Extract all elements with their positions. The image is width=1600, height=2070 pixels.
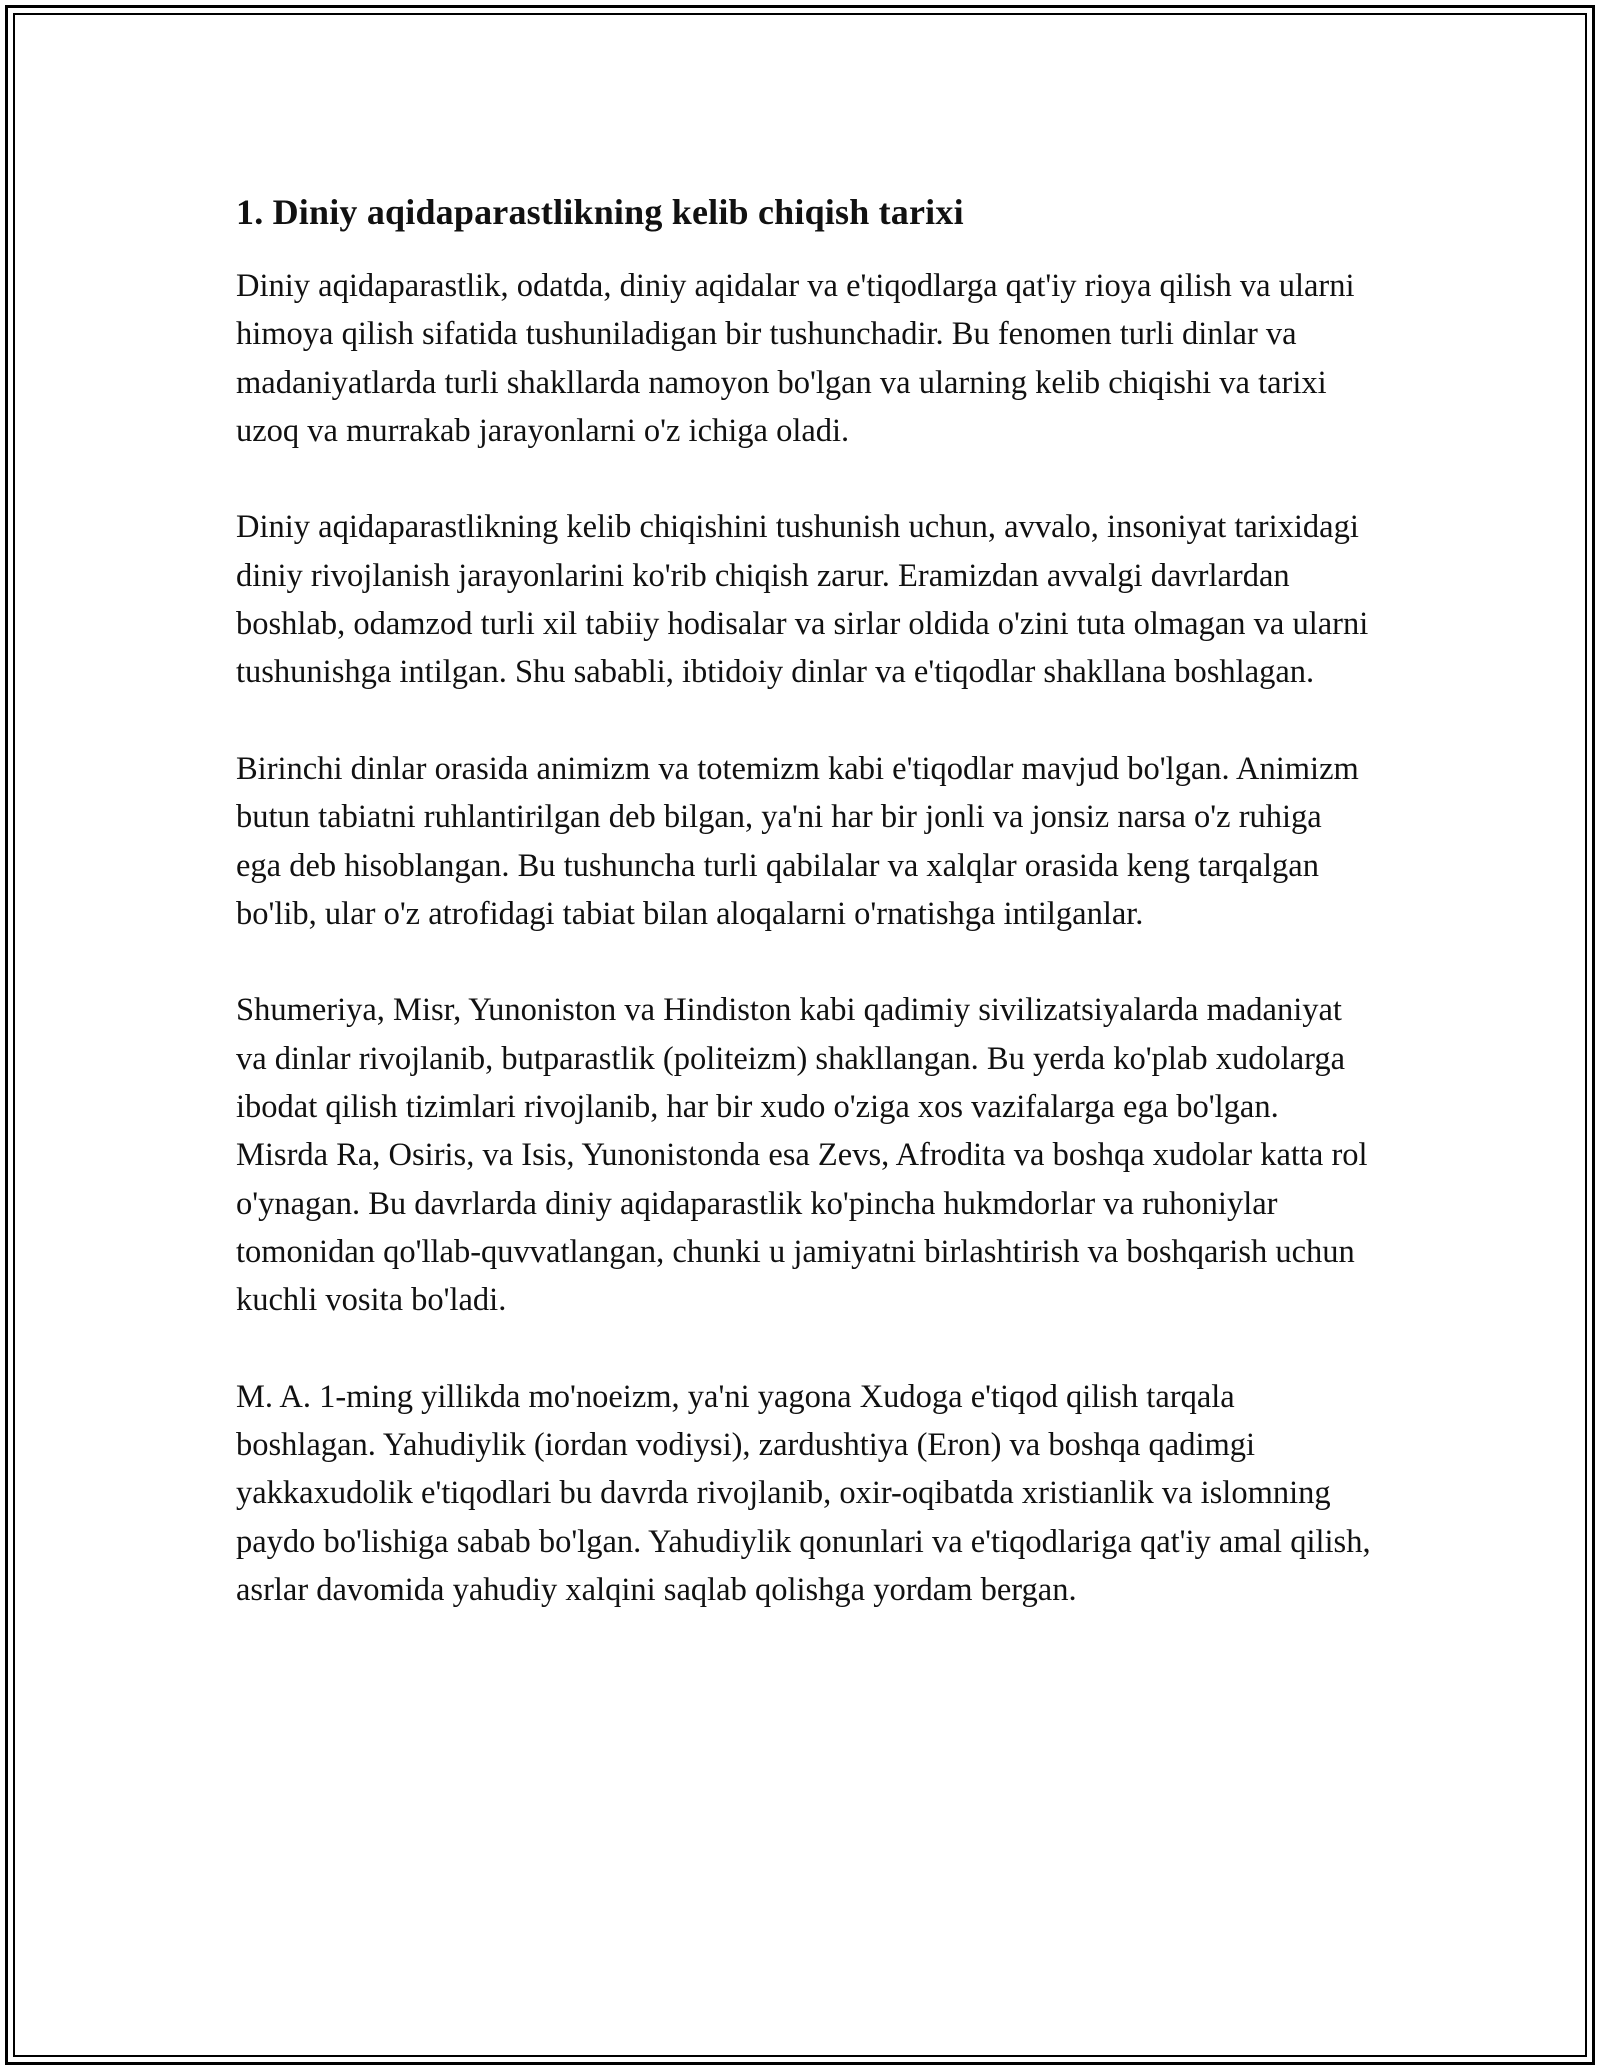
section-title: 1. Diniy aqidaparastlikning kelib chiqish tarixi (236, 192, 964, 232)
document-body (236, 188, 1372, 1663)
paragraph-4: Shumeriya, Misr, Yunoniston va Hindiston kabi qadimiy sivilizatsiyalarda madaniyat va dinlar rivojlanib, butparastlik (politeizm) shakllangan. Bu yerda ko'plab xudolarga ibodat qilish tizimlari rivojlanib, har bir xudo o'ziga xos vazifalarga ega bo'lgan. Misrda Ra, Osiris, va Isis, Yunonistonda esa Zevs, Afrodita va boshqa xudolar katta rol o'ynagan. Bu davrlarda diniy aqidaparastlik ko'pincha hukmdorlar va ruhoniylar tomonidan qo'llab-quvvatlangan, chunki u jamiyatni birlashtirish va boshqarish uchun kuchli vosita bo'ladi. (236, 992, 1368, 1319)
paragraph-5: M. A. 1-ming yillikda mo'noeizm, ya'ni yagona Xudoga e'tiqod qilish tarqala boshlagan. Yahudiylik (iordan vodiysi), zardushtiya (Eron) va boshqa qadimgi yakkaxudolik e'tiqodlari bu davrda rivojlanib, oxir-oqibatda xristianlik va islomning paydo bo'lishiga sabab bo'lgan. Yahudiylik qonunlari va e'tiqodlariga qat'iy amal qilish, asrlar davomida yahudiy xalqini saqlab qolishga yordam bergan. (236, 1378, 1371, 1609)
paragraph-1: Diniy aqidaparastlik, odatda, diniy aqidalar va e'tiqodlarga qat'iy rioya qilish va ularni himoya qilish sifatida tushuniladigan bir tushunchadir. Bu fenomen turli dinlar va madaniyatlarda turli shakllarda namoyon bo'lgan va ularning kelib chiqishi va tarixi uzoq va murrakab jarayonlarni o'z ichiga oladi. (236, 268, 1355, 449)
paragraph-2: Diniy aqidaparastlikning kelib chiqishini tushunish uchun, avvalo, insoniyat tarixidagi diniy rivojlanish jarayonlarini ko'rib chiqish zarur. Eramizdan avvalgi davrlardan boshlab, odamzod turli xil tabiiy hodisalar va sirlar oldida o'zini tuta olmagan va ularni tushunishga intilgan. Shu sababli, ibtidoiy dinlar va e'tiqodlar shakllana boshlagan. (236, 509, 1369, 691)
paragraph-3: Birinchi dinlar orasida animizm va totemizm kabi e'tiqodlar mavjud bo'lgan. Animizm butun tabiatni ruhlantirilgan deb bilgan, ya'ni har bir jonli va jonsiz narsa o'z ruhiga ega deb hisoblangan. Bu tushuncha turli qabilalar va xalqlar orasida keng tarqalgan bo'lib, ular o'z atrofidagi tabiat bilan aloqalarni o'rnatishga intilganlar. (236, 750, 1359, 932)
